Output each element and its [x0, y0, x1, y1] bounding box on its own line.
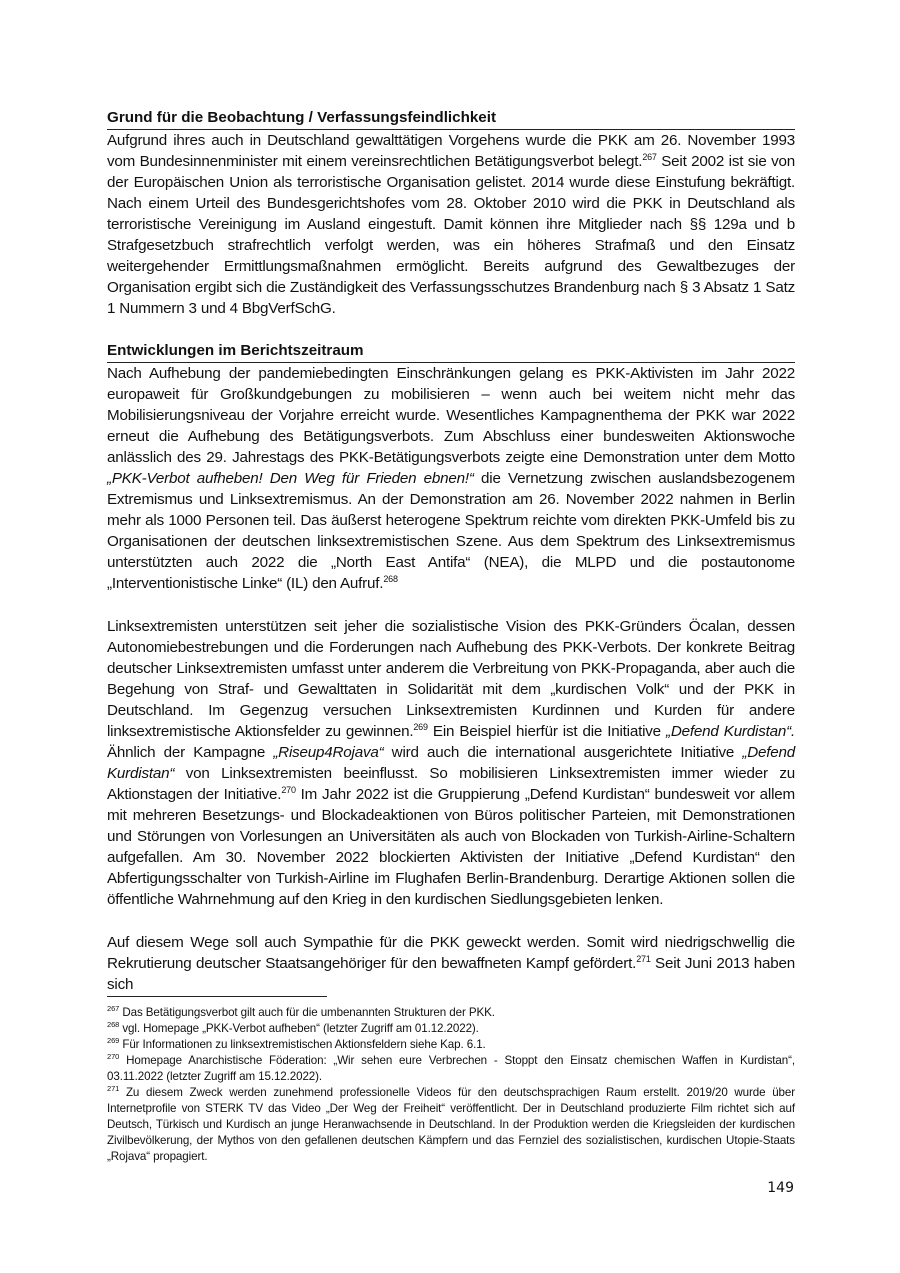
footnote-text: Zu diesem Zweck werden zunehmend professionelle Videos für den deutschsprachigen Raum erstellt. 2019/20 wurde über Internetprofile von STERK TV das Video „Der Weg der Freiheit“ veröffentlicht. Der in Deutschland produzierte Film richtet sich auf Deutsch, Türkisch und Kurdisch an junge Heranwachsende in Deutschland. In der Produktion werden die Kriegsleiden der kurdischen Zivilbevölkerung, der Mythos von den gefallenen deutschen Kämpfern und das Fernziel des sozialistischen, kurdischen Utopie-Staats „Rojava“ propagiert.: [107, 1086, 795, 1163]
paragraph-entwicklungen-1: [107, 363, 795, 594]
page-number: 149: [767, 1180, 794, 1196]
footnote-number: 271: [107, 1084, 120, 1094]
text: von Linksextremisten beeinflusst. So mobilisieren Linksextremisten immer wieder zu Aktionstagen der Initiative.: [107, 765, 795, 803]
footnote-ref-271[interactable]: 271: [636, 953, 651, 964]
text: Seit 2002 ist sie von der Europäischen Union als terroristische Organisation gelistet. 2014 wurde diese Einstufung bekräftigt. Nach einem Urteil des Bundesgerichtshofes vom 28. Oktober 2010 wird die PKK in Deutschland als terroristische Vereinigung im Ausland eingestuft. Damit können ihre Mitglieder nach §§ 129a und b Strafgesetzbuch strafrechtlich verfolgt werden, was ein höheres Strafmaß und den Einsatz weitergehender Ermittlungsmaßnahmen ermöglicht. Bereits aufgrund des Gewaltbezuges der Organisation ergibt sich die Zuständigkeit des Verfassungsschutzes Brandenburg nach § 3 Absatz 1 Satz 1 Nummern 3 und 4 BbgVerfSchG.: [107, 153, 795, 317]
footnote-267: [107, 1005, 795, 1021]
text: Auf diesem Wege soll auch Sympathie für die PKK geweckt werden. Somit wird niedrigschwellig die Rekrutierung deutscher Staatsangehöriger für den bewaffneten Kampf gefördert.: [107, 934, 795, 972]
footnote-divider: [107, 996, 327, 997]
paragraph-entwicklungen-3: [107, 932, 795, 995]
footnote-text: Das Betätigungsverbot gilt auch für die umbenannten Strukturen der PKK.: [119, 1006, 495, 1019]
section-heading-grund: Grund für die Beobachtung / Verfassungsfeindlichkeit: [107, 108, 795, 130]
footnote-text: Homepage Anarchistische Föderation: „Wir sehen eure Verbrechen - Stoppt den Einsatz chemischen Waffen in Kurdistan“, 03.11.2022 (letzter Zugriff am 15.12.2022).: [107, 1054, 795, 1083]
motto-text: „PKK-Verbot aufheben! Den Weg für Frieden ebnen!“: [107, 470, 474, 487]
footnote-ref-269[interactable]: 269: [413, 721, 428, 732]
footnote-268: [107, 1021, 795, 1037]
paragraph-grund: [107, 130, 795, 319]
text: Seit Juni 2013 haben sich: [107, 955, 795, 993]
initiative-name: „Defend Kurdistan“: [107, 744, 795, 782]
text: Im Jahr 2022 ist die Gruppierung „Defend Kurdistan“ bundesweit vor allem mit mehreren Besetzungs- und Blockadeaktionen von Büros politischer Parteien, mit Demonstrationen und Störungen von Vorlesungen an Universitäten als auch von Blockaden von Turkish-Airline-Schaltern aufgefallen. Am 30. November 2022 blockierten Aktivisten der Initiative „Defend Kurdistan“ den Abfertigungsschalter von Turkish-Airline im Flughafen Berlin-Brandenburg. Derartige Aktionen sollen die öffentliche Wahrnehmung auf den Krieg in den kurdischen Siedlungsgebieten lenken.: [107, 786, 795, 908]
text: Aufgrund ihres auch in Deutschland gewalttätigen Vorgehens wurde die PKK am 26. November 1993 vom Bundesinnenminister mit einem vereinsrechtlichen Betätigungsverbot belegt.: [107, 132, 795, 170]
footnote-number: 270: [107, 1052, 120, 1062]
footnote-text: Für Informationen zu linksextremistischen Aktionsfeldern siehe Kap. 6.1.: [119, 1038, 486, 1051]
footnote-number: 269: [107, 1036, 120, 1046]
text: Linksextremisten unterstützen seit jeher die sozialistische Vision des PKK-Gründers Öcalan, dessen Autonomiebestrebungen und die Forderungen nach Aufhebung des PKK-Verbots. Der konkrete Beitrag deutscher Linksextremisten umfasst unter anderem die Verbreitung von PKK-Propaganda, aber auch die Begehung von Straf- und Gewalttaten in Solidarität mit dem „kurdischen Volk“ und der PKK in Deutschland. Im Gegenzug versuchen Linksextremisten Kurdinnen und Kurden für andere linksextremistische Aktionsfelder zu gewinnen.: [107, 618, 795, 740]
footnote-number: 267: [107, 1004, 120, 1014]
text: die Vernetzung zwischen auslandsbezogenem Extremismus und Linksextremismus. An der Demonstration am 26. November 2022 nahmen in Berlin mehr als 1000 Personen teil. Das äußerst heterogene Spektrum reichte vom direkten PKK-Umfeld bis zu Organisationen der deutschen linksextremistischen Szene. Aus dem Spektrum des Linksextremismus unterstützten auch 2022 die „North East Antifa“ (NEA), die MLPD und die postautonome „Interventionistische Linke“ (IL) den Aufruf.: [107, 470, 795, 592]
campaign-name: „Riseup4Rojava“: [273, 744, 384, 761]
text: wird auch die international ausgerichtete Initiative: [383, 744, 743, 761]
initiative-name: „Defend Kurdistan“.: [666, 723, 795, 740]
footnote-ref-270[interactable]: 270: [281, 784, 296, 795]
paragraph-entwicklungen-2: [107, 616, 795, 910]
footnote-269: [107, 1037, 795, 1053]
footnote-270: [107, 1053, 795, 1085]
text: Nach Aufhebung der pandemiebedingten Einschränkungen gelang es PKK-Aktivisten im Jahr 2022 europaweit für Großkundgebungen zu mobilisieren – wenn auch bei weitem nicht mehr das Mobilisierungsniveau der Vorjahre erreicht wurde. Wesentliches Kampagnenthema der PKK war 2022 erneut die Aufhebung des Betätigungsverbots. Zum Abschluss einer bundesweiten Aktionswoche anlässlich des 29. Jahrestags des PKK-Betätigungsverbots zeigte eine Demonstration unter dem Motto: [107, 365, 795, 466]
footnote-ref-267[interactable]: 267: [642, 151, 657, 162]
text: Ein Beispiel hierfür ist die Initiative: [427, 723, 667, 740]
footnotes: [107, 1005, 795, 1165]
page-body: [107, 108, 795, 995]
text: Ähnlich der Kampagne: [107, 744, 274, 761]
footnote-number: 268: [107, 1020, 120, 1030]
section-heading-entwicklungen: Entwicklungen im Berichtszeitraum: [107, 341, 795, 363]
footnote-271: [107, 1085, 795, 1165]
footnote-text: vgl. Homepage „PKK-Verbot aufheben“ (letzter Zugriff am 01.12.2022).: [119, 1022, 479, 1035]
footnote-ref-268[interactable]: 268: [383, 573, 398, 584]
